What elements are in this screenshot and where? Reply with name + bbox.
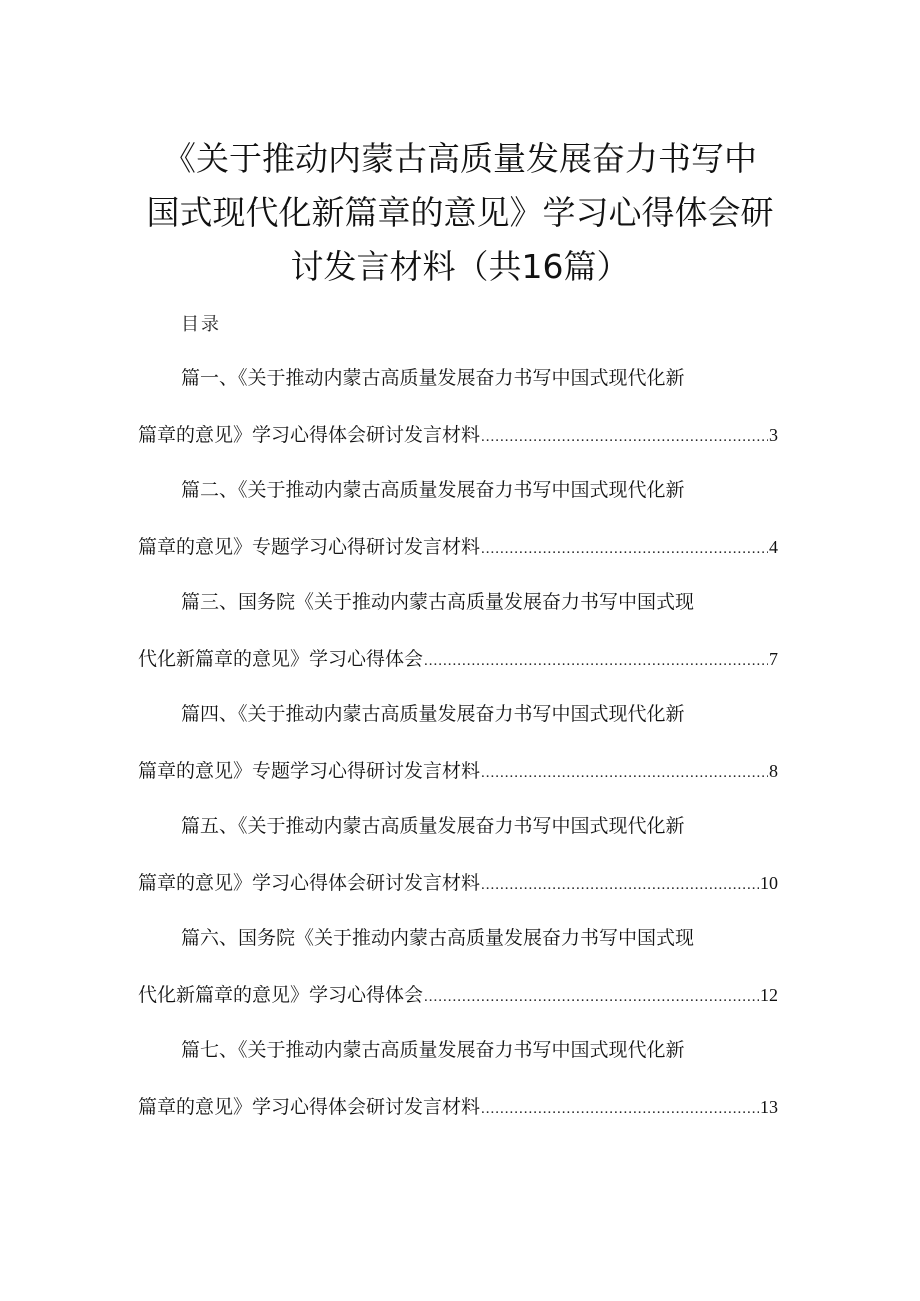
toc-entry-6-title[interactable]: 篇六、国务院《关于推动内蒙古高质量发展奋力书写中国式现 <box>181 927 695 949</box>
toc-page-number: 7 <box>769 649 778 669</box>
title-line: 国式现代化新篇章的意见》学习心得体会研 <box>146 193 774 232</box>
toc-page-number: 8 <box>769 761 778 781</box>
toc-entry-3-continuation[interactable] <box>138 645 778 675</box>
toc-entry-7-continuation[interactable] <box>138 1093 778 1123</box>
toc-leader-dots <box>424 647 768 675</box>
toc-entry-6-continuation[interactable] <box>138 981 778 1011</box>
title-line: 讨发言材料（共16篇） <box>290 247 630 286</box>
toc-page-number: 12 <box>760 985 778 1005</box>
title-line: 《关于推动内蒙古高质量发展奋力书写中 <box>163 139 757 178</box>
toc-leader-dots <box>481 423 768 451</box>
toc-entry-1-title[interactable]: 篇一、《关于推动内蒙古高质量发展奋力书写中国式现代化新 <box>181 367 685 389</box>
toc-entry-text: 篇章的意见》学习心得体会研讨发言材料 <box>138 424 481 446</box>
toc-entry-4-title[interactable]: 篇四、《关于推动内蒙古高质量发展奋力书写中国式现代化新 <box>181 703 685 725</box>
toc-leader-dots <box>481 1095 759 1123</box>
toc-page-number: 13 <box>760 1097 778 1117</box>
toc-entry-2-continuation[interactable] <box>138 533 778 563</box>
toc-leader-dots <box>424 983 759 1011</box>
toc-entry-5-title[interactable]: 篇五、《关于推动内蒙古高质量发展奋力书写中国式现代化新 <box>181 815 685 837</box>
toc-entry-text: 代化新篇章的意见》学习心得体会 <box>138 648 424 670</box>
toc-leader-dots <box>481 759 768 787</box>
toc-entry-text: 代化新篇章的意见》学习心得体会 <box>138 984 424 1006</box>
toc-entry-5-continuation[interactable] <box>138 869 778 899</box>
toc-page-number: 10 <box>760 873 778 893</box>
toc-heading: 目录 <box>181 314 221 335</box>
toc-entry-2-title[interactable]: 篇二、《关于推动内蒙古高质量发展奋力书写中国式现代化新 <box>181 479 685 501</box>
toc-entry-7-title[interactable]: 篇七、《关于推动内蒙古高质量发展奋力书写中国式现代化新 <box>181 1039 685 1061</box>
toc-leader-dots <box>481 871 759 899</box>
toc-entry-text: 篇章的意见》专题学习心得研讨发言材料 <box>138 760 481 782</box>
toc-entry-text: 篇章的意见》学习心得体会研讨发言材料 <box>138 1096 481 1118</box>
toc-page-number: 3 <box>769 425 778 445</box>
toc-leader-dots <box>481 535 768 563</box>
document-title <box>130 132 790 294</box>
toc-entry-3-title[interactable]: 篇三、国务院《关于推动内蒙古高质量发展奋力书写中国式现 <box>181 591 695 613</box>
toc-entry-1-continuation[interactable] <box>138 421 778 451</box>
toc-entry-text: 篇章的意见》专题学习心得研讨发言材料 <box>138 536 481 558</box>
toc-entry-text: 篇章的意见》学习心得体会研讨发言材料 <box>138 872 481 894</box>
toc-entry-4-continuation[interactable] <box>138 757 778 787</box>
toc-page-number: 4 <box>769 537 778 557</box>
